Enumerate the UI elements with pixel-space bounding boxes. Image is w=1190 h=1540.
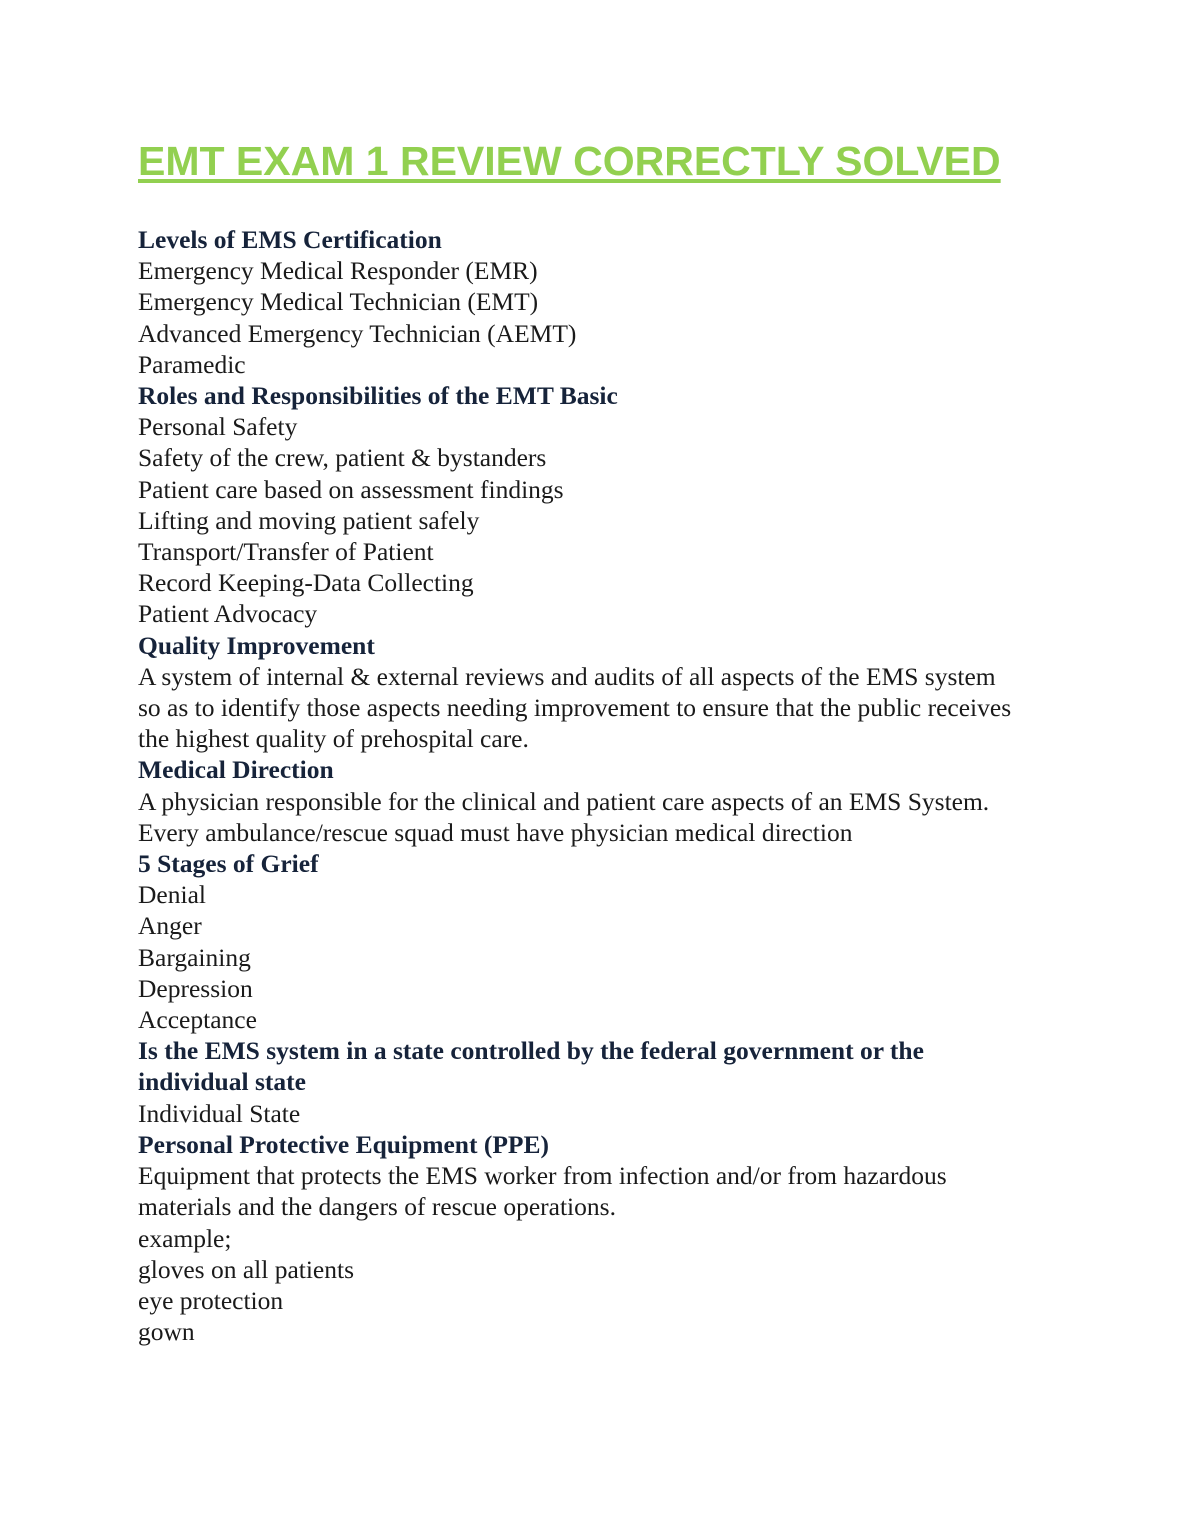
section-heading: Is the EMS system in a state controlled by the federal government or the individual state [138, 1036, 931, 1097]
body-line: Safety of the crew, patient & bystanders [138, 443, 547, 473]
body-line: Paramedic [138, 349, 246, 379]
body-line: Lifting and moving patient safely [138, 505, 480, 535]
body-line: Depression [138, 973, 253, 1003]
body-line: Emergency Medical Technician (EMT) [138, 287, 539, 317]
body-line: gloves on all patients [138, 1254, 355, 1284]
section-heading: Medical Direction [138, 755, 334, 785]
body-line: Anger [138, 911, 202, 941]
section-heading: Roles and Responsibilities of the EMT Basic [138, 381, 618, 411]
body-line: Denial [138, 880, 206, 910]
section-heading: Quality Improvement [138, 630, 375, 660]
body-line: Equipment that protects the EMS worker from infection and/or from hazardous materials and the dangers of rescue operations. [138, 1161, 954, 1222]
body-line: gown [138, 1317, 195, 1347]
body-line: Patient care based on assessment findings [138, 474, 564, 504]
body-line: Emergency Medical Responder (EMR) [138, 256, 538, 286]
body-line: Transport/Transfer of Patient [138, 537, 434, 567]
body-line: eye protection [138, 1285, 284, 1315]
section-heading: Levels of EMS Certification [138, 225, 442, 254]
body-line: Individual State [138, 1098, 301, 1128]
body-line: Advanced Emergency Technician (AEMT) [138, 318, 577, 348]
document-body [138, 224, 1018, 1347]
body-line: Personal Safety [138, 412, 298, 442]
body-line: Bargaining [138, 942, 251, 972]
body-line: example; [138, 1223, 232, 1253]
body-line: A system of internal & external reviews and audits of all aspects of the EMS system so as to identify those aspects needing improvement to ensure that the public receives the highest quality of prehospital care. [138, 661, 1018, 754]
page-title: EMT EXAM 1 REVIEW CORRECTLY SOLVED [138, 138, 1001, 184]
section-heading: Personal Protective Equipment (PPE) [138, 1129, 550, 1159]
body-line: Acceptance [138, 1005, 257, 1035]
body-line: A physician responsible for the clinical and patient care aspects of an EMS System. Every ambulance/rescue squad must have physician medical direction [138, 786, 996, 847]
body-line: Patient Advocacy [138, 599, 318, 629]
body-line: Record Keeping-Data Collecting [138, 568, 474, 598]
section-heading: 5 Stages of Grief [138, 849, 319, 879]
